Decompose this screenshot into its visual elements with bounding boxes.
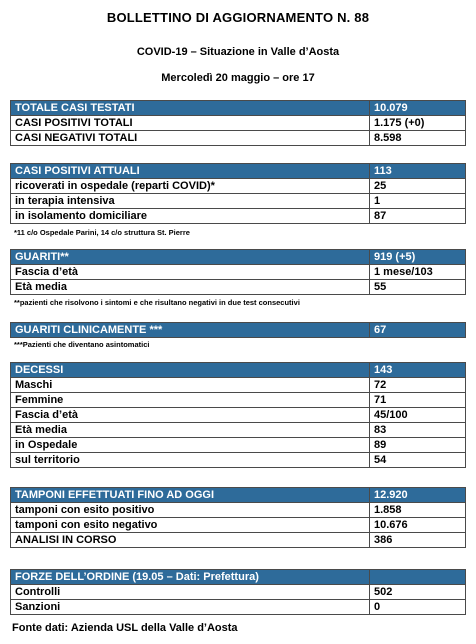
row-value: 386 xyxy=(370,533,466,548)
table-row xyxy=(11,488,466,503)
table-row xyxy=(11,209,466,224)
row-label: Femmine xyxy=(11,393,370,408)
row-label: ricoverati in ospedale (reparti COVID)* xyxy=(11,179,370,194)
row-value: 8.598 xyxy=(370,131,466,146)
row-label: Sanzioni xyxy=(11,600,370,615)
table-decessi xyxy=(10,362,466,468)
row-label: sul territorio xyxy=(11,453,370,468)
table-row xyxy=(11,518,466,533)
row-value: 919 (+5) xyxy=(370,250,466,265)
table-guariti-clinicamente xyxy=(10,322,466,338)
row-value: 0 xyxy=(370,600,466,615)
row-value: 1 mese/103 xyxy=(370,265,466,280)
table-row xyxy=(11,363,466,378)
table-row xyxy=(11,250,466,265)
row-value: 83 xyxy=(370,423,466,438)
row-value: 10.676 xyxy=(370,518,466,533)
row-value: 1.858 xyxy=(370,503,466,518)
row-label: Fascia d’età xyxy=(11,265,370,280)
row-value: 12.920 xyxy=(370,488,466,503)
row-value: 502 xyxy=(370,585,466,600)
table-row xyxy=(11,265,466,280)
table-row xyxy=(11,101,466,116)
row-label: Età media xyxy=(11,280,370,295)
bulletin-title: BOLLETTINO DI AGGIORNAMENTO N. 88 xyxy=(106,10,370,25)
source-footer: Fonte dati: Azienda USL della Valle d’Aosta xyxy=(12,622,238,634)
table-positivi-attuali xyxy=(10,163,466,224)
row-label: tamponi con esito negativo xyxy=(11,518,370,533)
table-row xyxy=(11,131,466,146)
row-label: in terapia intensiva xyxy=(11,194,370,209)
table-tamponi xyxy=(10,487,466,548)
row-value: 113 xyxy=(370,164,466,179)
row-label: CASI NEGATIVI TOTALI xyxy=(11,131,370,146)
table-row xyxy=(11,280,466,295)
table-guariti xyxy=(10,249,466,295)
table-row xyxy=(11,393,466,408)
table-row xyxy=(11,585,466,600)
table-row xyxy=(11,179,466,194)
table-row xyxy=(11,600,466,615)
row-label: GUARITI** xyxy=(11,250,370,265)
footnote-guariti: **pazienti che risolvono i sintomi e che risultano negativi in due test consecutivi xyxy=(14,298,300,307)
row-value: 89 xyxy=(370,438,466,453)
table-row xyxy=(11,323,466,338)
row-value: 25 xyxy=(370,179,466,194)
row-value: 71 xyxy=(370,393,466,408)
table-row xyxy=(11,116,466,131)
row-value: 1 xyxy=(370,194,466,209)
row-label: Età media xyxy=(11,423,370,438)
row-value: 45/100 xyxy=(370,408,466,423)
table-row xyxy=(11,533,466,548)
table-row xyxy=(11,423,466,438)
table-row xyxy=(11,194,466,209)
row-label: FORZE DELL’ORDINE (19.05 – Dati: Prefettura) xyxy=(11,570,370,585)
row-value: 72 xyxy=(370,378,466,393)
row-label: TOTALE CASI TESTATI xyxy=(11,101,370,116)
table-casi-testati xyxy=(10,100,466,146)
table-row xyxy=(11,503,466,518)
table-forze-ordine xyxy=(10,569,466,615)
table-row xyxy=(11,453,466,468)
table-row xyxy=(11,438,466,453)
row-label: CASI POSITIVI ATTUALI xyxy=(11,164,370,179)
row-value: 10.079 xyxy=(370,101,466,116)
row-value: 1.175 (+0) xyxy=(370,116,466,131)
row-label: GUARITI CLINICAMENTE *** xyxy=(11,323,370,338)
table-row xyxy=(11,378,466,393)
row-value: 55 xyxy=(370,280,466,295)
row-label: ANALISI IN CORSO xyxy=(11,533,370,548)
row-label: DECESSI xyxy=(11,363,370,378)
row-label: CASI POSITIVI TOTALI xyxy=(11,116,370,131)
bulletin-date: Mercoledì 20 maggio – ore 17 xyxy=(161,72,315,84)
footnote-positivi: *11 c/o Ospedale Parini, 14 c/o struttura St. Pierre xyxy=(14,228,190,237)
row-value: 54 xyxy=(370,453,466,468)
row-label: Maschi xyxy=(11,378,370,393)
row-label: TAMPONI EFFETTUATI FINO AD OGGI xyxy=(11,488,370,503)
table-row xyxy=(11,570,466,585)
row-label: tamponi con esito positivo xyxy=(11,503,370,518)
row-label: in Ospedale xyxy=(11,438,370,453)
row-value: 143 xyxy=(370,363,466,378)
bulletin-subtitle: COVID-19 – Situazione in Valle d’Aosta xyxy=(136,46,340,58)
footnote-guariti-clinicamente: ***Pazienti che diventano asintomatici xyxy=(14,340,150,349)
row-value xyxy=(370,570,466,585)
row-label: Fascia d’età xyxy=(11,408,370,423)
row-label: in isolamento domiciliare xyxy=(11,209,370,224)
table-row xyxy=(11,408,466,423)
table-row xyxy=(11,164,466,179)
row-label: Controlli xyxy=(11,585,370,600)
row-value: 67 xyxy=(370,323,466,338)
row-value: 87 xyxy=(370,209,466,224)
